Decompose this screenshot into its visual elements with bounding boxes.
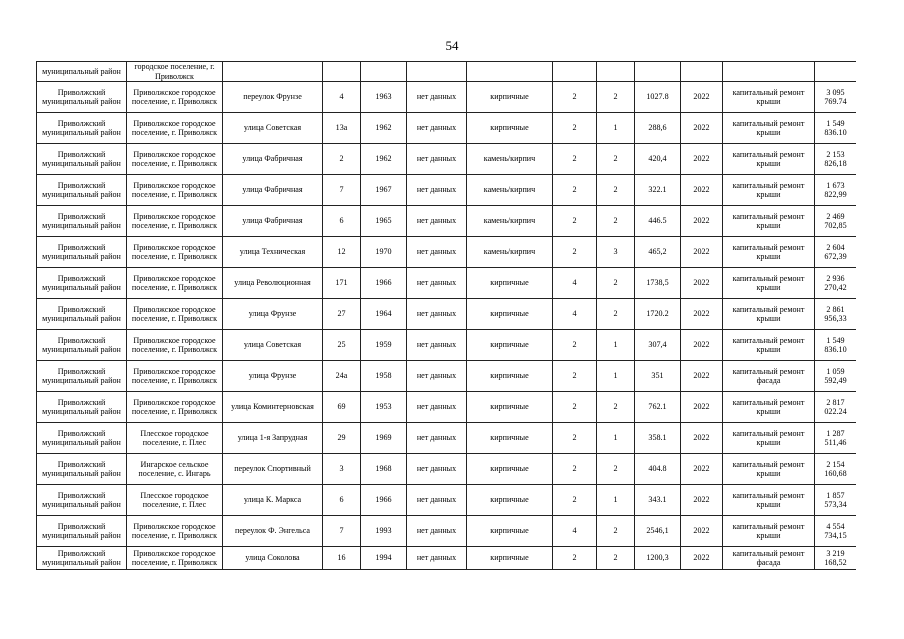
table-cell: 2022 <box>681 113 723 144</box>
table-cell <box>223 62 323 82</box>
table-cell: Приволжский муниципальный район <box>37 82 127 113</box>
table-cell: камень/кирпич <box>467 144 553 175</box>
table-cell: Ингарское сельское поселение, с. Ингарь <box>127 454 223 485</box>
table-cell: 2 <box>597 82 635 113</box>
table-cell: кирпичные <box>467 299 553 330</box>
table-body <box>37 62 857 570</box>
table-cell: улица Фабричная <box>223 175 323 206</box>
table-cell: 343.1 <box>635 485 681 516</box>
table-cell <box>361 62 407 82</box>
table-cell: капитальный ремонт фасада <box>723 361 815 392</box>
table-cell <box>407 62 467 82</box>
table-cell: 1 <box>597 330 635 361</box>
table-row <box>37 62 857 82</box>
table-cell: 2 <box>553 361 597 392</box>
table-cell: 2 <box>597 175 635 206</box>
table-cell: нет данных <box>407 454 467 485</box>
table-cell: нет данных <box>407 516 467 547</box>
table-cell: 1964 <box>361 299 407 330</box>
table-cell: 1968 <box>361 454 407 485</box>
table-cell: нет данных <box>407 175 467 206</box>
table-cell: 2 154 160,68 <box>815 454 857 485</box>
table-cell: улица Фрунзе <box>223 361 323 392</box>
table-cell: капитальный ремонт крыши <box>723 485 815 516</box>
table-cell: 2 604 672,39 <box>815 237 857 268</box>
table-row <box>37 113 857 144</box>
table-cell: 2022 <box>681 485 723 516</box>
table-cell: 3 219 168,52 <box>815 547 857 570</box>
repair-table <box>36 61 856 570</box>
table-cell: 2 <box>553 485 597 516</box>
table-cell: камень/кирпич <box>467 175 553 206</box>
table-cell: 2022 <box>681 423 723 454</box>
table-cell: 1962 <box>361 113 407 144</box>
table-row <box>37 361 857 392</box>
table-cell: 1027.8 <box>635 82 681 113</box>
table-cell: нет данных <box>407 330 467 361</box>
table-row <box>37 299 857 330</box>
table-row <box>37 330 857 361</box>
table-cell: кирпичные <box>467 361 553 392</box>
table-cell: 25 <box>323 330 361 361</box>
table-cell: кирпичные <box>467 423 553 454</box>
table-row <box>37 454 857 485</box>
table-cell: 1 287 511,46 <box>815 423 857 454</box>
table-cell: 29 <box>323 423 361 454</box>
table-cell: 2 <box>597 547 635 570</box>
table-cell: 1966 <box>361 268 407 299</box>
table-cell: 27 <box>323 299 361 330</box>
table-cell: 1958 <box>361 361 407 392</box>
table-cell: Приволжское городское поселение, г. Приволжск <box>127 237 223 268</box>
table-cell: кирпичные <box>467 268 553 299</box>
table-cell: Плесское городское поселение, г. Плес <box>127 485 223 516</box>
table-cell: капитальный ремонт крыши <box>723 299 815 330</box>
table-cell <box>467 62 553 82</box>
table-cell: 2022 <box>681 268 723 299</box>
table-cell: капитальный ремонт крыши <box>723 144 815 175</box>
table-cell <box>815 62 857 82</box>
table-cell: 2 <box>597 454 635 485</box>
table-cell: Приволжское городское поселение, г. Приволжск <box>127 206 223 237</box>
table-cell: переулок Фрунзе <box>223 82 323 113</box>
table-cell: 1 549 836.10 <box>815 113 857 144</box>
table-cell: 2022 <box>681 206 723 237</box>
table-cell: 2022 <box>681 82 723 113</box>
table-cell: 1953 <box>361 392 407 423</box>
table-cell: 6 <box>323 206 361 237</box>
table-cell: 69 <box>323 392 361 423</box>
table-cell: Приволжский муниципальный район <box>37 330 127 361</box>
table-cell: 4 <box>323 82 361 113</box>
table-cell: городское поселение, г. Приволжск <box>127 62 223 82</box>
table-cell: 2 <box>553 144 597 175</box>
table-cell: 358.1 <box>635 423 681 454</box>
table-cell: Приволжское городское поселение, г. Приволжск <box>127 547 223 570</box>
table-cell: Приволжский муниципальный район <box>37 206 127 237</box>
table-cell <box>635 62 681 82</box>
table-cell: улица Фабричная <box>223 206 323 237</box>
table-cell: Приволжское городское поселение, г. Приволжск <box>127 361 223 392</box>
table-cell: Приволжский муниципальный район <box>37 268 127 299</box>
table-cell: 2 <box>597 144 635 175</box>
table-cell: 4 <box>553 299 597 330</box>
table-cell: 404.8 <box>635 454 681 485</box>
table-cell: капитальный ремонт крыши <box>723 175 815 206</box>
table-cell: капитальный ремонт крыши <box>723 392 815 423</box>
table-cell: 3 <box>597 237 635 268</box>
table-cell: 2 <box>597 268 635 299</box>
table-cell: 2 936 270,42 <box>815 268 857 299</box>
table-cell: 1 857 573,34 <box>815 485 857 516</box>
table-cell: 2 <box>553 175 597 206</box>
table-cell: нет данных <box>407 237 467 268</box>
table-cell: 2 <box>553 423 597 454</box>
table-cell: улица Советская <box>223 113 323 144</box>
table-cell: 2 <box>553 392 597 423</box>
table-cell: капитальный ремонт крыши <box>723 82 815 113</box>
table-row <box>37 82 857 113</box>
table-cell: Приволжский муниципальный район <box>37 175 127 206</box>
table-cell: Приволжское городское поселение, г. Приволжск <box>127 144 223 175</box>
table-cell: 1 549 836.10 <box>815 330 857 361</box>
table-cell: Плесское городское поселение, г. Плес <box>127 423 223 454</box>
table-cell: 3 095 769.74 <box>815 82 857 113</box>
table-cell: 2022 <box>681 547 723 570</box>
table-cell: Приволжский муниципальный район <box>37 454 127 485</box>
table-cell: 322.1 <box>635 175 681 206</box>
table-cell: нет данных <box>407 299 467 330</box>
table-cell <box>681 62 723 82</box>
table-cell: Приволжское городское поселение, г. Приволжск <box>127 268 223 299</box>
table-cell: 6 <box>323 485 361 516</box>
table-cell: Приволжское городское поселение, г. Приволжск <box>127 82 223 113</box>
table-cell: Приволжское городское поселение, г. Приволжск <box>127 113 223 144</box>
table-cell: 4 <box>553 516 597 547</box>
table-row <box>37 392 857 423</box>
table-cell: Приволжский муниципальный район <box>37 237 127 268</box>
table-cell: переулок Ф. Энгельса <box>223 516 323 547</box>
table-cell: 420,4 <box>635 144 681 175</box>
table-cell: 171 <box>323 268 361 299</box>
table-cell: капитальный ремонт крыши <box>723 206 815 237</box>
table-cell: 1 <box>597 485 635 516</box>
table-cell: нет данных <box>407 423 467 454</box>
table-cell: улица Техническая <box>223 237 323 268</box>
table-cell: 2 <box>553 237 597 268</box>
table-cell: 2022 <box>681 516 723 547</box>
table-cell: кирпичные <box>467 485 553 516</box>
table-cell: 1970 <box>361 237 407 268</box>
table-cell: Приволжский муниципальный район <box>37 392 127 423</box>
table-cell: 2022 <box>681 330 723 361</box>
table-cell: 1962 <box>361 144 407 175</box>
table-cell: 2 <box>553 82 597 113</box>
table-cell: Приволжский муниципальный район <box>37 485 127 516</box>
table-cell: 3 <box>323 454 361 485</box>
table-cell: 2 817 022.24 <box>815 392 857 423</box>
table-cell: 2 <box>597 516 635 547</box>
table-container <box>36 61 856 582</box>
table-row <box>37 206 857 237</box>
table-cell: нет данных <box>407 144 467 175</box>
table-cell: 2 <box>323 144 361 175</box>
table-cell: 2022 <box>681 392 723 423</box>
table-cell: 2 469 702,85 <box>815 206 857 237</box>
table-cell: кирпичные <box>467 392 553 423</box>
table-cell: 1963 <box>361 82 407 113</box>
table-cell: 446.5 <box>635 206 681 237</box>
table-cell: 12 <box>323 237 361 268</box>
table-cell: 1 <box>597 361 635 392</box>
table-cell: кирпичные <box>467 113 553 144</box>
table-cell: 16 <box>323 547 361 570</box>
table-cell: улица Фабричная <box>223 144 323 175</box>
table-cell: 1969 <box>361 423 407 454</box>
table-cell: Приволжский муниципальный район <box>37 113 127 144</box>
table-cell: 2022 <box>681 299 723 330</box>
table-cell: 1738,5 <box>635 268 681 299</box>
table-cell: 2 153 826,18 <box>815 144 857 175</box>
table-cell: кирпичные <box>467 82 553 113</box>
table-cell: 2 <box>553 454 597 485</box>
table-cell <box>597 62 635 82</box>
table-cell: 2022 <box>681 175 723 206</box>
table-cell: Приволжское городское поселение, г. Приволжск <box>127 299 223 330</box>
table-cell: Приволжское городское поселение, г. Приволжск <box>127 175 223 206</box>
table-row <box>37 175 857 206</box>
table-cell: улица Фрунзе <box>223 299 323 330</box>
table-cell: 24а <box>323 361 361 392</box>
table-cell <box>723 62 815 82</box>
table-row <box>37 237 857 268</box>
table-cell: капитальный ремонт крыши <box>723 516 815 547</box>
table-cell: капитальный ремонт фасада <box>723 547 815 570</box>
table-cell: 2 <box>553 330 597 361</box>
table-cell: 2 <box>597 392 635 423</box>
table-cell: кирпичные <box>467 547 553 570</box>
table-cell: 7 <box>323 175 361 206</box>
table-cell: 2 <box>553 113 597 144</box>
table-cell: улица К. Маркса <box>223 485 323 516</box>
table-cell: 2546,1 <box>635 516 681 547</box>
table-cell: 307,4 <box>635 330 681 361</box>
table-cell: улица Соколова <box>223 547 323 570</box>
table-cell: 7 <box>323 516 361 547</box>
table-cell: камень/кирпич <box>467 237 553 268</box>
table-cell: 2022 <box>681 361 723 392</box>
table-cell: улица Коминтерновская <box>223 392 323 423</box>
table-cell: переулок Спортивный <box>223 454 323 485</box>
table-cell: 1959 <box>361 330 407 361</box>
table-cell: 762.1 <box>635 392 681 423</box>
table-cell: 2 <box>553 547 597 570</box>
table-cell: нет данных <box>407 206 467 237</box>
table-cell: 1 673 822,99 <box>815 175 857 206</box>
table-cell: улица Советская <box>223 330 323 361</box>
table-cell: Приволжский муниципальный район <box>37 144 127 175</box>
table-row <box>37 547 857 570</box>
table-cell: нет данных <box>407 82 467 113</box>
table-cell: капитальный ремонт крыши <box>723 330 815 361</box>
table-cell: 2022 <box>681 237 723 268</box>
table-cell: 1720.2 <box>635 299 681 330</box>
table-cell: капитальный ремонт крыши <box>723 237 815 268</box>
table-cell: 2 <box>597 206 635 237</box>
table-cell: капитальный ремонт крыши <box>723 423 815 454</box>
table-cell: 351 <box>635 361 681 392</box>
table-cell: 1 <box>597 113 635 144</box>
table-cell: нет данных <box>407 485 467 516</box>
table-row <box>37 516 857 547</box>
table-cell: 1966 <box>361 485 407 516</box>
table-cell: кирпичные <box>467 330 553 361</box>
table-row <box>37 268 857 299</box>
table-cell: 2 861 956,33 <box>815 299 857 330</box>
table-cell: 1 059 592,49 <box>815 361 857 392</box>
table-cell: кирпичные <box>467 516 553 547</box>
table-cell: 1967 <box>361 175 407 206</box>
table-cell: 4 <box>553 268 597 299</box>
table-cell: Приволжское городское поселение, г. Приволжск <box>127 392 223 423</box>
table-cell: кирпичные <box>467 454 553 485</box>
table-row <box>37 144 857 175</box>
table-cell: 1994 <box>361 547 407 570</box>
table-cell: капитальный ремонт крыши <box>723 454 815 485</box>
table-cell: 1965 <box>361 206 407 237</box>
table-cell: капитальный ремонт крыши <box>723 268 815 299</box>
table-cell: 465,2 <box>635 237 681 268</box>
page-number: 54 <box>445 38 459 53</box>
table-cell: Приволжский муниципальный район <box>37 299 127 330</box>
table-cell: капитальный ремонт крыши <box>723 113 815 144</box>
table-cell: нет данных <box>407 113 467 144</box>
table-cell <box>323 62 361 82</box>
table-cell: нет данных <box>407 361 467 392</box>
table-cell: Приволжский муниципальный район <box>37 547 127 570</box>
table-cell: нет данных <box>407 268 467 299</box>
table-cell: муниципальный район <box>37 62 127 82</box>
table-cell: 2 <box>553 206 597 237</box>
table-cell: Приволжский муниципальный район <box>37 423 127 454</box>
table-cell: камень/кирпич <box>467 206 553 237</box>
table-cell: нет данных <box>407 392 467 423</box>
table-cell: Приволжский муниципальный район <box>37 516 127 547</box>
table-cell: 13а <box>323 113 361 144</box>
table-cell: Приволжский муниципальный район <box>37 361 127 392</box>
table-cell: 288,6 <box>635 113 681 144</box>
table-row <box>37 423 857 454</box>
table-cell: улица 1-я Запрудная <box>223 423 323 454</box>
table-cell: 2022 <box>681 144 723 175</box>
table-cell: 1 <box>597 423 635 454</box>
table-cell: 1993 <box>361 516 407 547</box>
table-cell: Приволжское городское поселение, г. Приволжск <box>127 516 223 547</box>
table-cell: нет данных <box>407 547 467 570</box>
table-cell: 2 <box>597 299 635 330</box>
table-cell: 2022 <box>681 454 723 485</box>
table-cell: улица Революционная <box>223 268 323 299</box>
table-cell <box>553 62 597 82</box>
table-cell: 1200,3 <box>635 547 681 570</box>
table-row <box>37 485 857 516</box>
table-cell: Приволжское городское поселение, г. Приволжск <box>127 330 223 361</box>
table-cell: 4 554 734,15 <box>815 516 857 547</box>
